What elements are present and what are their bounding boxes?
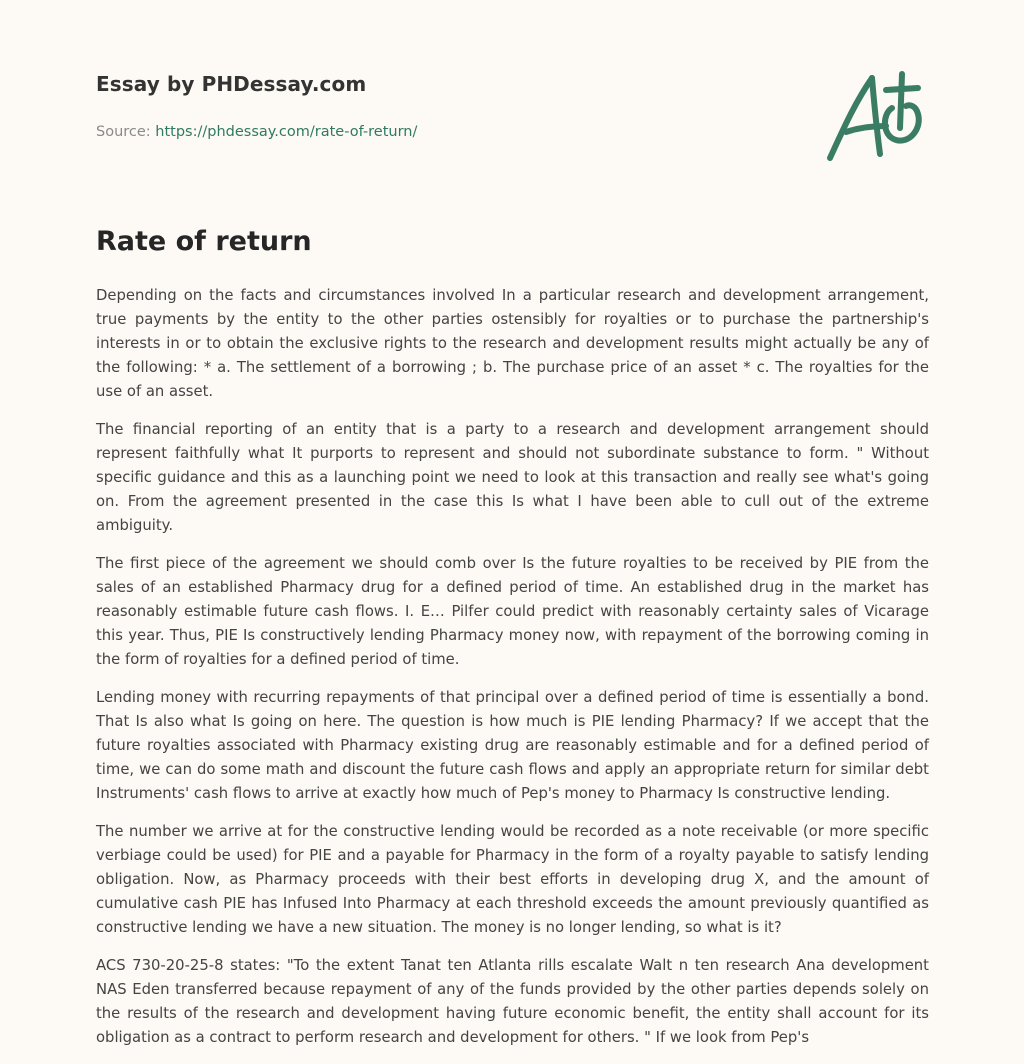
article-body: [96, 284, 929, 1064]
source-link[interactable]: https://phdessay.com/rate-of-return/: [155, 124, 418, 140]
paragraph: The number we arrive at for the constructive lending would be recorded as a note receivable (or more specific verbiage could be used) for PIE and a payable for Pharmacy in the form of a royalty payable to satisfy lending obligation. Now, as Pharmacy proceeds with their best efforts in developing drug X, and the amount of cumulative cash PIE has Infused Into Pharmacy at each threshold exceeds the amount previously quantified as constructive lending we have a new situation. The money is no longer lending, so what is it?: [96, 823, 929, 936]
page-header: [96, 72, 696, 140]
paragraph: ACS 730-20-25-8 states: "To the extent Tanat ten Atlanta rills escalate Walt n ten research Ana development NAS Eden transferred because repayment of any of the funds provided by the other parties depends solely on the results of the research and development having future economic benefit, the entity shall account for its obligation as a contract to perform research and development for others. " If we look from Pep's: [96, 957, 929, 1046]
article-title: Rate of return: [96, 226, 312, 257]
paragraph: The financial reporting of an entity that is a party to a research and development arrangement should represent faithfully what It purports to represent and should not subordinate substance to form. " Without specific guidance and this as a launching point we need to look at this transaction and really see what's going on. From the agreement presented in the case this Is what I have been able to cull out of the extreme ambiguity.: [96, 421, 929, 534]
source-line: [96, 124, 696, 140]
paragraph: Depending on the facts and circumstances involved In a particular research and development arrangement, true payments by the entity to the other parties ostensibly for royalties or to purchase the partnership's interests in or to obtain the exclusive rights to the research and development results might actually be any of the following: * a. The settlement of a borrowing ; b. The purchase price of an asset * c. The royalties for the use of an asset.: [96, 287, 929, 400]
paragraph: The first piece of the agreement we should comb over Is the future royalties to be received by PIE from the sales of an established Pharmacy drug for a defined period of time. An established drug in the market has reasonably estimable future cash flows. I. E… Pilfer could predict with reasonably certainty sales of Vicarage this year. Thus, PIE Is constructively lending Pharmacy money now, with repayment of the borrowing coming in the form of royalties for a defined period of time.: [96, 555, 929, 668]
site-title: Essay by PHDessay.com: [96, 72, 367, 96]
source-label: Source:: [96, 124, 156, 140]
a-plus-grade-icon: [820, 62, 930, 172]
paragraph: Lending money with recurring repayments of that principal over a defined period of time is essentially a bond. That Is also what Is going on here. The question is how much is PIE lending Pharmacy? If we accept that the future royalties associated with Pharmacy existing drug are reasonably estimable and for a defined period of time, we can do some math and discount the future cash flows and apply an appropriate return for similar debt Instruments' cash flows to arrive at exactly how much of Pep's money to Pharmacy Is constructive lending.: [96, 689, 929, 802]
